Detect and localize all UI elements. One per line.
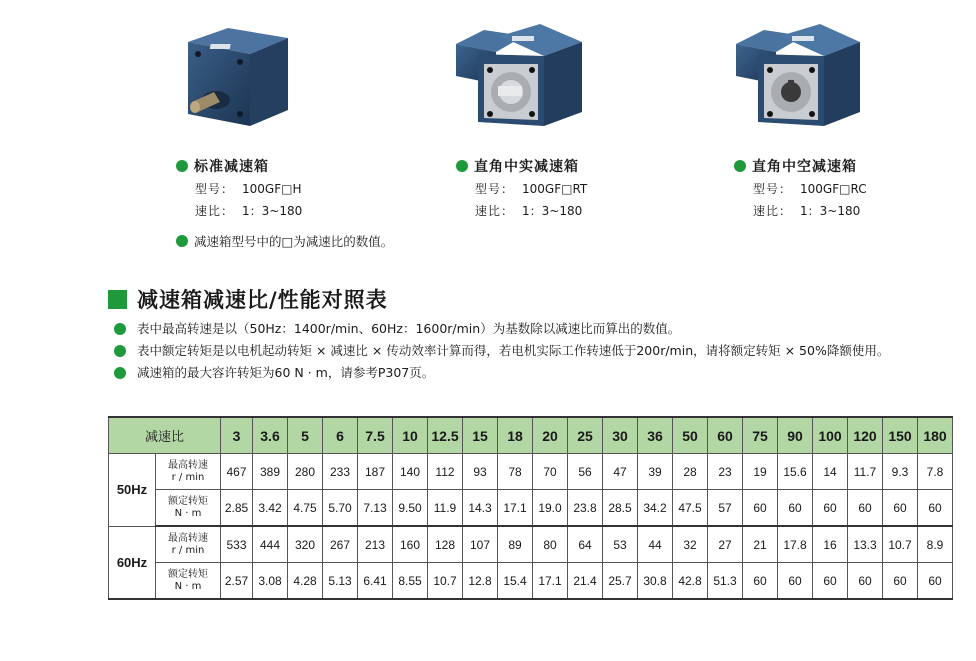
table-cell: 533 xyxy=(221,526,253,563)
product-name: 直角中实减速箱 xyxy=(456,156,696,178)
table-cell: 60 xyxy=(743,563,778,600)
table-row xyxy=(109,454,953,490)
ratio-header-cell: 50 xyxy=(673,417,708,454)
ratio-header-cell: 25 xyxy=(568,417,603,454)
table-row xyxy=(109,526,953,563)
table-cell: 112 xyxy=(428,454,463,490)
table-cell: 107 xyxy=(463,526,498,563)
table-cell: 9.50 xyxy=(393,490,428,527)
table-cell: 16 xyxy=(813,526,848,563)
table-cell: 60 xyxy=(848,563,883,600)
ratio-header-cell: 5 xyxy=(288,417,323,454)
table-cell: 60 xyxy=(813,490,848,527)
table-row xyxy=(109,563,953,600)
product-name: 标准减速箱 xyxy=(176,156,416,178)
table-cell: 80 xyxy=(533,526,568,563)
table-cell: 213 xyxy=(358,526,393,563)
table-cell: 3.42 xyxy=(253,490,288,527)
ratio-header-cell: 120 xyxy=(848,417,883,454)
ratio-header-cell: 3 xyxy=(221,417,253,454)
table-cell: 3.08 xyxy=(253,563,288,600)
product-ratio: 速比： 1：3~180 xyxy=(753,204,861,218)
ratio-performance-table xyxy=(108,416,953,600)
ratio-header-cell: 10 xyxy=(393,417,428,454)
table-cell: 14.3 xyxy=(463,490,498,527)
green-bullet-icon xyxy=(176,235,188,247)
row-unit: N · m xyxy=(174,580,202,592)
row-unit: r / min xyxy=(171,544,205,556)
table-cell: 78 xyxy=(498,454,533,490)
table-cell: 4.75 xyxy=(288,490,323,527)
table-cell: 5.13 xyxy=(323,563,358,600)
row-label-cell xyxy=(156,454,221,490)
table-cell: 17.1 xyxy=(533,563,568,600)
table-cell: 60 xyxy=(778,490,813,527)
ratio-header-cell: 30 xyxy=(603,417,638,454)
table-cell: 19 xyxy=(743,454,778,490)
ratio-header-cell: 36 xyxy=(638,417,673,454)
table-cell: 267 xyxy=(323,526,358,563)
ratio-header-cell: 180 xyxy=(918,417,953,454)
table-cell: 7.8 xyxy=(918,454,953,490)
table-cell: 444 xyxy=(253,526,288,563)
table-cell: 280 xyxy=(288,454,323,490)
list-item: 表中额定转矩是以电机起动转矩 × 减速比 × 传动效率计算而得，若电机实际工作转速低于200r/min，请将额定转矩 × 50%降额使用。 xyxy=(114,342,964,360)
table-cell: 39 xyxy=(638,454,673,490)
row-unit: r / min xyxy=(171,471,205,483)
right-angle-solid-gearbox-image xyxy=(448,14,588,134)
list-item: 表中最高转速是以（50Hz：1400r/min、60Hz：1600r/min）为基数除以减速比而算出的数值。 xyxy=(114,320,964,338)
table-cell: 27 xyxy=(708,526,743,563)
table-cell: 60 xyxy=(813,563,848,600)
table-cell: 5.70 xyxy=(323,490,358,527)
frequency-cell: 60Hz xyxy=(109,526,156,599)
row-label: 最高转速 xyxy=(168,459,208,471)
table-cell: 56 xyxy=(568,454,603,490)
ratio-header-cell: 6 xyxy=(323,417,358,454)
ratio-header-cell: 15 xyxy=(463,417,498,454)
table-cell: 8.55 xyxy=(393,563,428,600)
table-cell: 233 xyxy=(323,454,358,490)
ratio-header-cell: 3.6 xyxy=(253,417,288,454)
table-cell: 47.5 xyxy=(673,490,708,527)
ratio-header-cell: 75 xyxy=(743,417,778,454)
table-cell: 15.4 xyxy=(498,563,533,600)
right-angle-hollow-gearbox-image xyxy=(726,14,866,134)
product-model: 型号： 100GF□RC xyxy=(753,182,867,196)
table-cell: 60 xyxy=(918,490,953,527)
row-label-cell xyxy=(156,490,221,527)
product-info xyxy=(456,156,696,222)
table-cell: 70 xyxy=(533,454,568,490)
ratio-header-cell: 100 xyxy=(813,417,848,454)
table-cell: 21.4 xyxy=(568,563,603,600)
table-cell: 23.8 xyxy=(568,490,603,527)
table-cell: 10.7 xyxy=(428,563,463,600)
table-cell: 467 xyxy=(221,454,253,490)
table-cell: 320 xyxy=(288,526,323,563)
table-cell: 13.3 xyxy=(848,526,883,563)
product-info xyxy=(734,156,974,222)
ratio-header-cell: 7.5 xyxy=(358,417,393,454)
product-name: 直角中空减速箱 xyxy=(734,156,974,178)
table-cell: 19.0 xyxy=(533,490,568,527)
table-cell: 9.3 xyxy=(883,454,918,490)
green-bullet-icon xyxy=(734,160,746,172)
ratio-header-cell: 90 xyxy=(778,417,813,454)
table-cell: 28 xyxy=(673,454,708,490)
table-cell: 60 xyxy=(848,490,883,527)
table-cell: 21 xyxy=(743,526,778,563)
ratio-header-cell: 150 xyxy=(883,417,918,454)
standard-gearbox-image xyxy=(170,14,300,134)
table-cell: 128 xyxy=(428,526,463,563)
row-label-cell xyxy=(156,526,221,563)
table-cell: 53 xyxy=(603,526,638,563)
row-label: 额定转矩 xyxy=(168,495,208,507)
table-cell: 60 xyxy=(918,563,953,600)
green-bullet-icon xyxy=(114,323,126,335)
ratio-header-cell: 12.5 xyxy=(428,417,463,454)
green-square-icon xyxy=(108,290,127,309)
table-header-row xyxy=(109,417,953,454)
table-cell: 10.7 xyxy=(883,526,918,563)
table-cell: 389 xyxy=(253,454,288,490)
table-cell: 47 xyxy=(603,454,638,490)
table-cell: 34.2 xyxy=(638,490,673,527)
table-cell: 89 xyxy=(498,526,533,563)
table-cell: 28.5 xyxy=(603,490,638,527)
table-cell: 2.57 xyxy=(221,563,253,600)
product-ratio: 速比： 1：3~180 xyxy=(195,204,303,218)
product-info xyxy=(176,156,416,222)
table-cell: 60 xyxy=(883,563,918,600)
product-ratio: 速比： 1：3~180 xyxy=(475,204,583,218)
table-cell: 12.8 xyxy=(463,563,498,600)
ratio-header-cell: 20 xyxy=(533,417,568,454)
table-cell: 64 xyxy=(568,526,603,563)
frequency-cell: 50Hz xyxy=(109,454,156,527)
table-cell: 44 xyxy=(638,526,673,563)
product-model: 型号： 100GF□H xyxy=(195,182,302,196)
table-cell: 2.85 xyxy=(221,490,253,527)
table-cell: 6.41 xyxy=(358,563,393,600)
ratio-header-cell: 18 xyxy=(498,417,533,454)
product-model: 型号： 100GF□RT xyxy=(475,182,588,196)
table-cell: 11.9 xyxy=(428,490,463,527)
green-bullet-icon xyxy=(456,160,468,172)
row-label: 最高转速 xyxy=(168,532,208,544)
table-row xyxy=(109,490,953,527)
green-bullet-icon xyxy=(114,367,126,379)
ratio-header-label: 减速比 xyxy=(109,417,221,454)
table-cell: 14 xyxy=(813,454,848,490)
table-cell: 8.9 xyxy=(918,526,953,563)
green-bullet-icon xyxy=(114,345,126,357)
table-cell: 93 xyxy=(463,454,498,490)
table-cell: 160 xyxy=(393,526,428,563)
table-cell: 11.7 xyxy=(848,454,883,490)
section-title: 减速箱减速比/性能对照表 xyxy=(108,284,388,314)
table-cell: 187 xyxy=(358,454,393,490)
table-cell: 17.1 xyxy=(498,490,533,527)
table-cell: 42.8 xyxy=(673,563,708,600)
table-cell: 4.28 xyxy=(288,563,323,600)
table-cell: 51.3 xyxy=(708,563,743,600)
table-cell: 15.6 xyxy=(778,454,813,490)
table-cell: 140 xyxy=(393,454,428,490)
table-cell: 57 xyxy=(708,490,743,527)
table-cell: 32 xyxy=(673,526,708,563)
table-cell: 17.8 xyxy=(778,526,813,563)
notes-list xyxy=(114,320,964,386)
ratio-header-cell: 60 xyxy=(708,417,743,454)
table-cell: 23 xyxy=(708,454,743,490)
table-cell: 60 xyxy=(778,563,813,600)
table-cell: 60 xyxy=(743,490,778,527)
table-cell: 30.8 xyxy=(638,563,673,600)
table-cell: 60 xyxy=(883,490,918,527)
table-cell: 25.7 xyxy=(603,563,638,600)
model-note: 减速箱型号中的□为减速比的数值。 xyxy=(176,232,393,250)
row-label-cell xyxy=(156,563,221,600)
list-item: 减速箱的最大容许转矩为60 N · m，请参考P307页。 xyxy=(114,364,964,382)
row-unit: N · m xyxy=(174,507,202,519)
row-label: 额定转矩 xyxy=(168,568,208,580)
green-bullet-icon xyxy=(176,160,188,172)
table-cell: 7.13 xyxy=(358,490,393,527)
